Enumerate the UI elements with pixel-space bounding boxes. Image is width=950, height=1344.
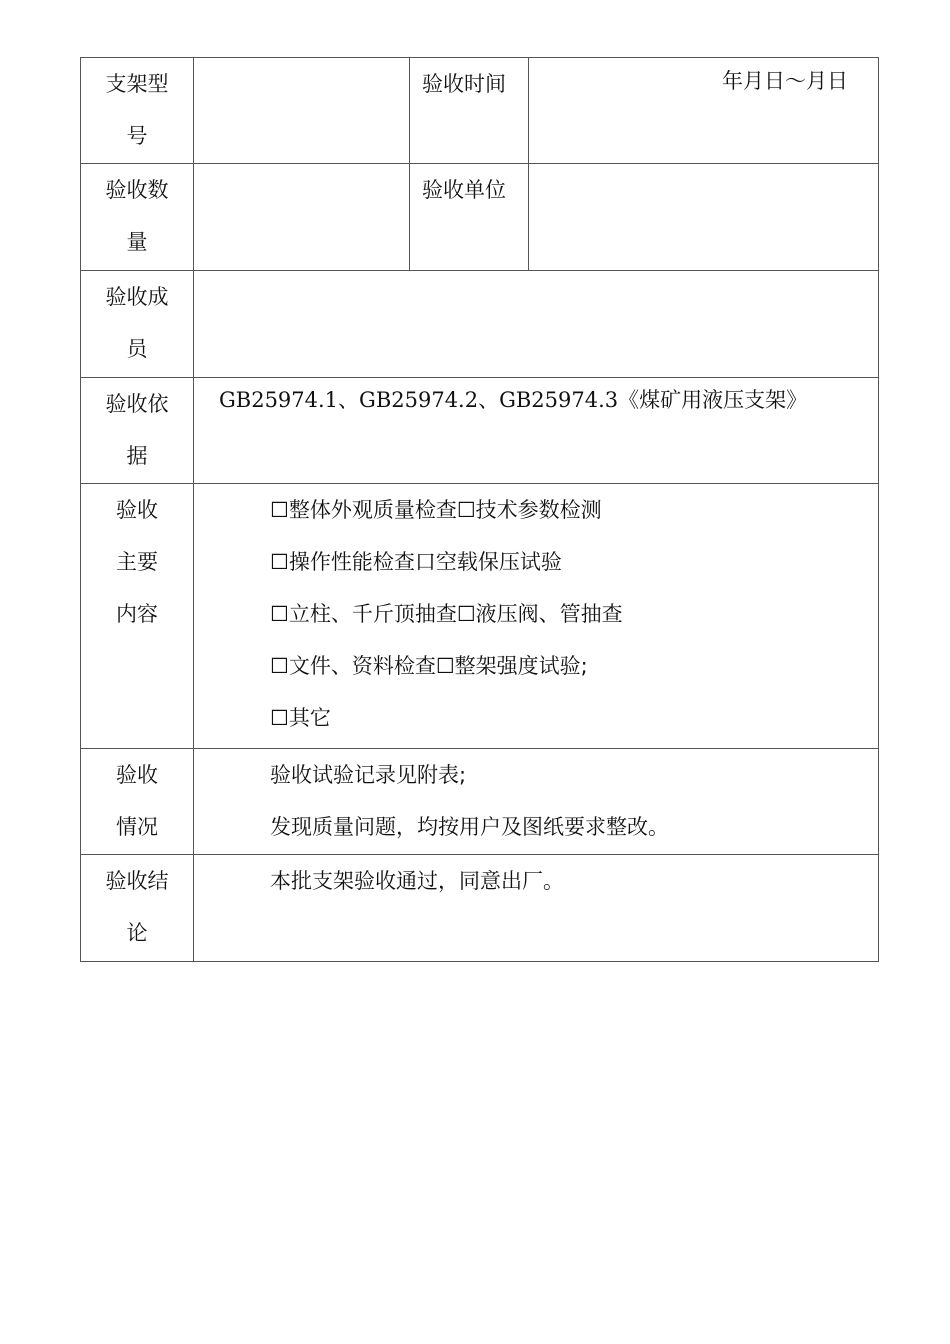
members-label-line2: 员 bbox=[126, 337, 148, 361]
model-label-line2: 号 bbox=[126, 124, 148, 148]
basis-label-line1: 验收依 bbox=[105, 392, 169, 416]
content-label-line2: 主要 bbox=[116, 550, 158, 574]
quantity-label-line2: 量 bbox=[126, 230, 148, 254]
row-situation bbox=[81, 749, 879, 855]
content-items bbox=[194, 484, 879, 749]
content-item-appearance-params[interactable]: ☐整体外观质量检查☐技术参数检测 bbox=[270, 498, 602, 522]
situation-label-line1: 验收 bbox=[116, 763, 158, 787]
row-model bbox=[81, 58, 879, 164]
basis-value: GB25974.1、GB25974.2、GB25974.3《煤矿用液压支架》 bbox=[194, 378, 879, 484]
situation-line-1: 验收试验记录见附表; bbox=[270, 763, 467, 787]
conclusion-label-line2: 论 bbox=[126, 921, 148, 945]
model-label bbox=[81, 58, 194, 164]
situation-label-line2: 情况 bbox=[116, 815, 158, 839]
conclusion-label-line1: 验收结 bbox=[105, 869, 169, 893]
quantity-label bbox=[81, 164, 194, 271]
row-content bbox=[81, 484, 879, 749]
conclusion-label bbox=[81, 855, 194, 962]
content-label bbox=[81, 484, 194, 749]
quantity-label-line1: 验收数 bbox=[105, 178, 169, 202]
content-label-line1: 验收 bbox=[116, 498, 158, 522]
members-value[interactable] bbox=[194, 271, 879, 378]
situation-text bbox=[194, 749, 879, 855]
basis-label bbox=[81, 378, 194, 484]
row-basis bbox=[81, 378, 879, 484]
model-label-line1: 支架型 bbox=[105, 72, 169, 96]
row-conclusion bbox=[81, 855, 879, 962]
model-value[interactable] bbox=[194, 58, 410, 164]
content-item-operation-pressure[interactable]: ☐操作性能检查口空载保压试验 bbox=[270, 550, 562, 574]
quantity-value[interactable] bbox=[194, 164, 410, 271]
row-quantity bbox=[81, 164, 879, 271]
acceptance-form-table bbox=[80, 57, 879, 962]
conclusion-line-1: 本批支架验收通过，同意出厂。 bbox=[270, 869, 564, 893]
unit-value[interactable] bbox=[529, 164, 879, 271]
members-label bbox=[81, 271, 194, 378]
content-label-line3: 内容 bbox=[116, 602, 158, 626]
unit-label: 验收单位 bbox=[410, 164, 529, 271]
content-item-docs-strength[interactable]: ☐文件、资料检查☐整架强度试验; bbox=[270, 654, 588, 678]
time-value[interactable]: 年月日〜月日 bbox=[529, 58, 879, 164]
content-item-other[interactable]: ☐其它 bbox=[270, 706, 331, 730]
time-label: 验收时间 bbox=[410, 58, 529, 164]
situation-line-2: 发现质量问题，均按用户及图纸要求整改。 bbox=[270, 815, 669, 839]
members-label-line1: 验收成 bbox=[105, 285, 169, 309]
conclusion-text bbox=[194, 855, 879, 962]
basis-label-line2: 据 bbox=[126, 444, 148, 468]
situation-label bbox=[81, 749, 194, 855]
content-item-column-valve[interactable]: ☐立柱、千斤顶抽查☐液压阀、管抽查 bbox=[270, 602, 623, 626]
row-members bbox=[81, 271, 879, 378]
